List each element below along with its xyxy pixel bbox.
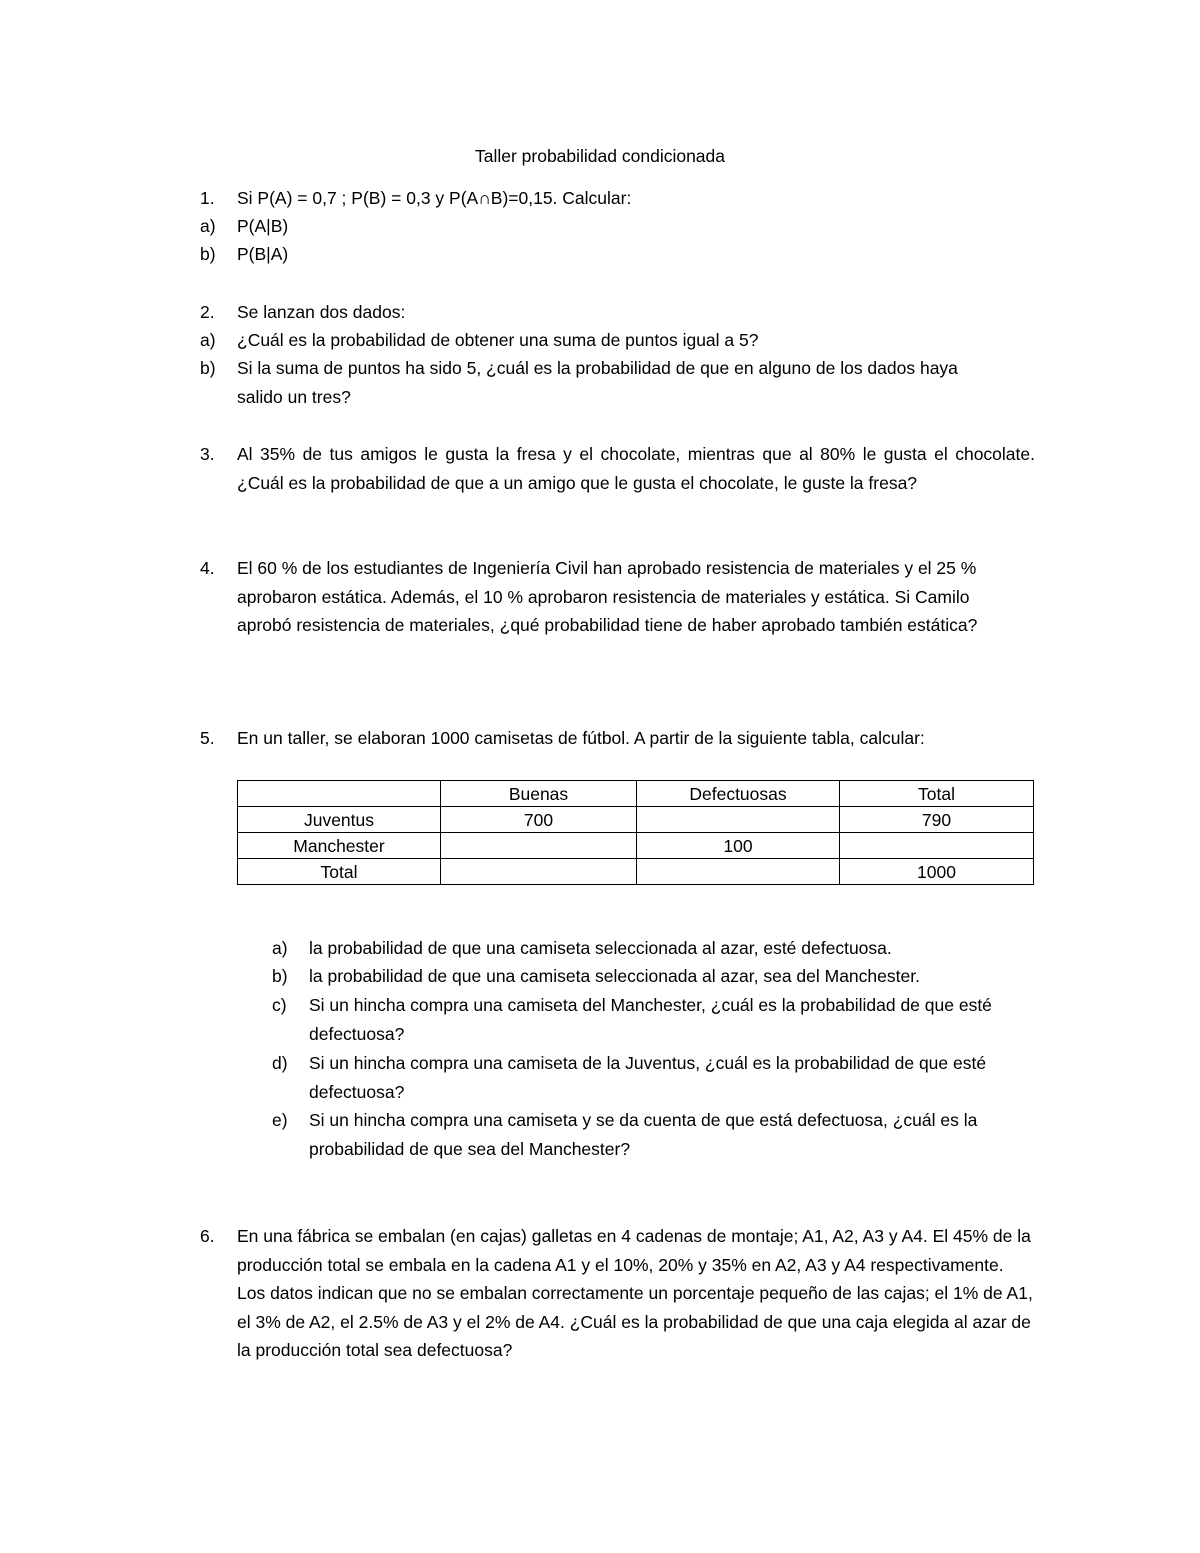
question-text: El 60 % de los estudiantes de Ingeniería Civil han aprobado resistencia de materiales y el 25 % aprobaron estática. Además, el 10 % aprobaron resistencia de materiales y estática. Si Camilo aprobó resistencia de materiales, ¿qué probabilidad tiene de haber aprobado también estática?	[237, 558, 978, 635]
table-cell: 700	[441, 807, 637, 833]
item-text: ¿Cuál es la probabilidad de obtener una suma de puntos igual a 5?	[237, 330, 759, 350]
table-cell: 1000	[840, 859, 1034, 885]
table-row	[238, 807, 1034, 833]
item-text: la probabilidad de que una camiseta seleccionada al azar, sea del Manchester.	[309, 966, 920, 986]
question-number: 3.	[200, 444, 215, 464]
table-header-cell: Defectuosas	[637, 781, 840, 807]
question-number: 1.	[200, 188, 215, 208]
question-text: Al 35% de tus amigos le gusta la fresa y el chocolate, mientras que al 80% le gusta el chocolate. ¿Cuál es la probabilidad de que a un amigo que le gusta el chocolate, le guste la fresa?	[237, 444, 1035, 493]
item-label: e)	[272, 1110, 288, 1130]
table-cell	[441, 859, 637, 885]
table-cell: 100	[637, 833, 840, 859]
item-text: P(A|B)	[237, 216, 289, 236]
question-number: 4.	[200, 558, 215, 578]
item-text: Si la suma de puntos ha sido 5, ¿cuál es la probabilidad de que en alguno de los dados haya salido un tres?	[237, 358, 958, 407]
question-text: En un taller, se elaboran 1000 camisetas de fútbol. A partir de la siguiente tabla, calcular:	[237, 728, 925, 748]
table-row	[238, 833, 1034, 859]
question-number: 2.	[200, 302, 215, 322]
table-cell: Manchester	[238, 833, 441, 859]
question-text: Si P(A) = 0,7 ; P(B) = 0,3 y P(A∩B)=0,15. Calcular:	[237, 188, 632, 208]
table-header-row	[238, 781, 1034, 807]
item-label: b)	[200, 358, 216, 378]
question-text: Se lanzan dos dados:	[237, 302, 406, 322]
item-label: b)	[272, 966, 288, 986]
item-text: Si un hincha compra una camiseta y se da cuenta de que está defectuosa, ¿cuál es la probabilidad de que sea del Manchester?	[309, 1110, 978, 1159]
item-text: Si un hincha compra una camiseta del Manchester, ¿cuál es la probabilidad de que esté defectuosa?	[309, 995, 992, 1044]
item-text: P(B|A)	[237, 244, 289, 264]
question-number: 6.	[200, 1226, 215, 1246]
item-label: c)	[272, 995, 287, 1015]
item-text: la probabilidad de que una camiseta seleccionada al azar, esté defectuosa.	[309, 938, 892, 958]
table-cell	[637, 807, 840, 833]
table-cell	[840, 833, 1034, 859]
table-header-cell: Buenas	[441, 781, 637, 807]
table-cell	[441, 833, 637, 859]
item-label: a)	[200, 216, 216, 236]
table-cell: Total	[238, 859, 441, 885]
table-header-cell: Total	[840, 781, 1034, 807]
item-label: d)	[272, 1053, 288, 1073]
table-header-cell	[238, 781, 441, 807]
table-row	[238, 859, 1034, 885]
shirts-table	[237, 780, 1034, 885]
question-number: 5.	[200, 728, 215, 748]
item-label: a)	[200, 330, 216, 350]
question-text: En una fábrica se embalan (en cajas) galletas en 4 cadenas de montaje; A1, A2, A3 y A4. El 45% de la producción total se embala en la cadena A1 y el 10%, 20% y 35% en A2, A3 y A4 respectivamente. Los datos indican que no se embalan correctamente un porcentaje pequeño de las cajas; el 1% de A1, el 3% de A2, el 2.5% de A3 y el 2% de A4. ¿Cuál es la probabilidad de que una caja elegida al azar de la producción total sea defectuosa?	[237, 1226, 1033, 1360]
item-label: b)	[200, 244, 216, 264]
item-text: Si un hincha compra una camiseta de la Juventus, ¿cuál es la probabilidad de que esté defectuosa?	[309, 1053, 987, 1102]
table-cell	[637, 859, 840, 885]
item-label: a)	[272, 938, 288, 958]
document-title: Taller probabilidad condicionada	[474, 146, 726, 166]
table-cell: 790	[840, 807, 1034, 833]
table-cell: Juventus	[238, 807, 441, 833]
